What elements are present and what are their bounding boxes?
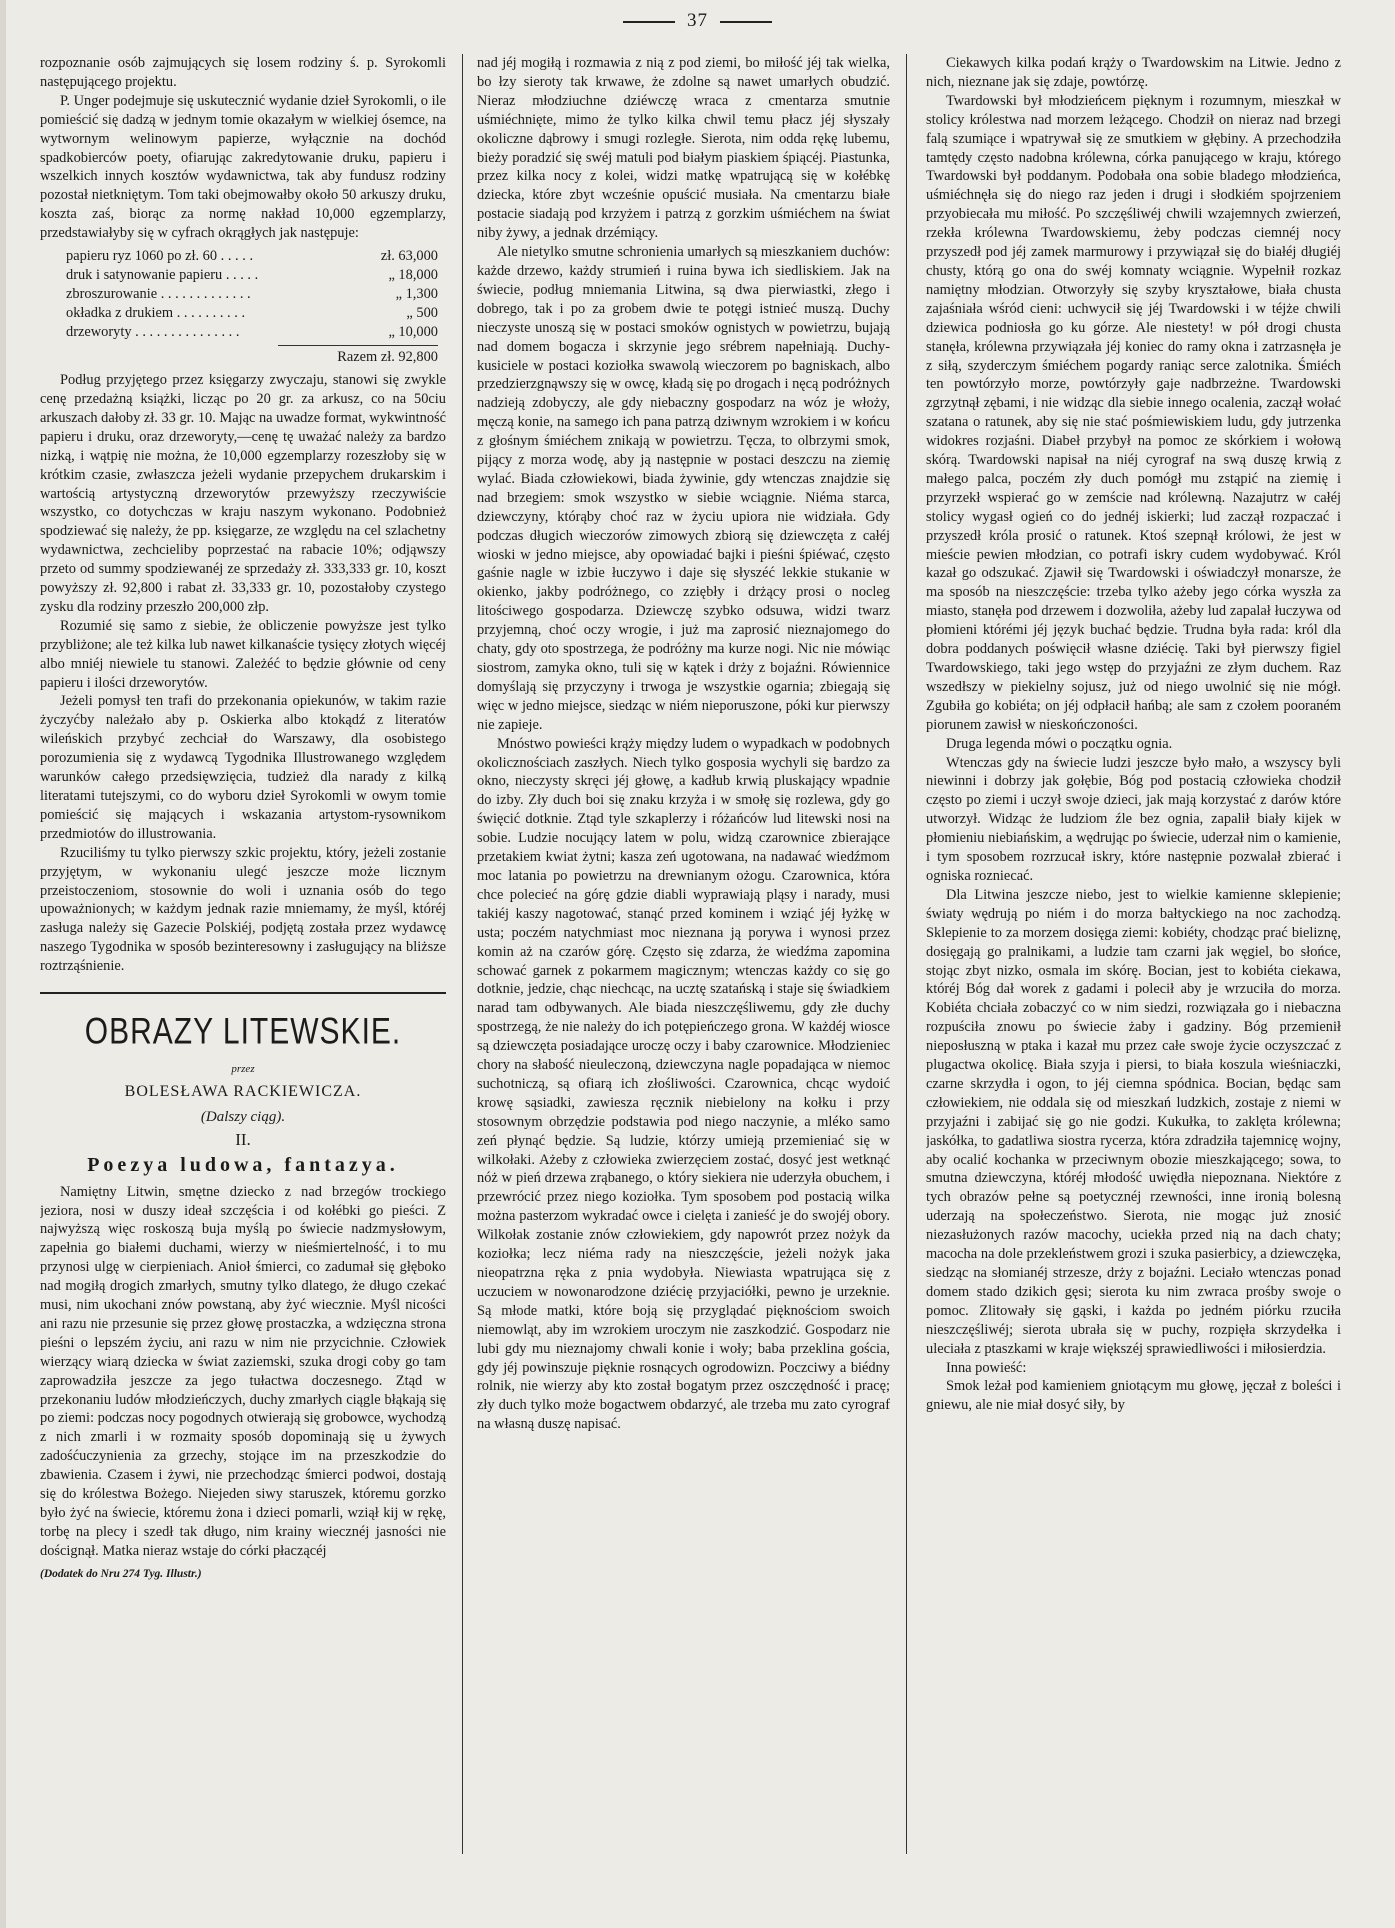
- page-number-text: 37: [687, 10, 708, 31]
- article-subtitle: Poezya ludowa, fantazya.: [87, 1153, 399, 1176]
- cost-row: [66, 323, 438, 342]
- dash-right: [720, 21, 772, 23]
- cost-label: okładka z drukiem . . . . . . . . . .: [66, 305, 246, 322]
- cost-row: [66, 247, 438, 266]
- cost-label: zbroszurowanie . . . . . . . . . . . . .: [66, 286, 251, 303]
- cost-value: „ 1,300: [395, 286, 438, 303]
- paragraph: rozpoznanie osób zajmujących się losem rodziny ś. p. Syrokomli następującego projektu.: [40, 55, 446, 90]
- column-3: [926, 54, 1341, 1864]
- paragraph: Ale nietylko smutne schronienia umarłych są mieszkaniem duchów: każde drzewo, każdy strumień i ruina bywa ich siedliskiem. Jak na świecie, podług mniemania Litwina, są dwa pierwiastki, złego i dobrego, tak i po za grobem dwie te potęgi istnieć muszą. Duchy nieczyste unoszą się w postaci smoków ognistych w powietrzu, bujają nad domem bogacza i skrzynie jego srébrem napełniają. Duchy-kusiciele w postaci koziołka swawolą wieczorem po bagniskach, albo przedzierzgnąwszy się w owcę, kładą się po drogach i nęcą podróżnych nadzieją zdobyczy, ale gdy niebaczny gospodarz na wóz je włoży, męczą konie, na samego ich pana patrzą dziwnym wzrokiem i w końcu z głośnym śmiéchem znikają w powietrzu. Tęcza, to olbrzymi smok, pijący z morza wodę, aby ją następnie w postaci deszczu na ziemię wylać. Biada człowiekowi, biada żywinie, gdy wtenczas znajdzie się nad brzegiem: smok wszystko w siebie wciągnie. Niéma starca, dziewczyny, którąby choć raz w życiu upiora nie widziała. Gdy podczas długich wieczorów zimowych zbiorą się dziewczęta z całéj wioski w jedno miejsce, aby opowiadać bajki i pieśni śpiéwać, często gaśnie nagle w izbie łuczywo i daje się słyszéć lekkie stukanie w okienko, jakby podróżnego, co zziębły i drżący prosi o nocleg litościwego gospodarza. Dziewczę szybko odsuwa, widzi twarz przyjemną, choć oczy wrogie, i już ma zaprosić nieznajomego do chaty, gdy oto spostrzega, że podróżny ma kurze nogi. Nic nie mówiąc siostrom, zamyka okno, tuli się w kątek i drży z bojaźni. Rówiennice domyślają się przyczyny i trwoga je wszystkie ogarnia; zbiegają się więc w jedno miejsce, siedząc w niém nieporuszone, póki kur pierwszy nie zapieje.: [477, 244, 890, 733]
- paragraph: Podług przyjętego przez księgarzy zwyczaju, stanowi się zwykle cenę przedażną książki, licząc po 20 gr. za arkusz, co na 50ciu arkuszach dałoby zł. 33 gr. 10. Mając na uwadze format, wykwintność papieru i druku, oraz drzeworyty,—cenę tę uważać należy za bardzo nizką, i wątpię nie można, że 10,000 egzemplarzy rozeszłoby się w krótkim czasie, zwłaszcza jeżeli wydanie przepychem drukarskim i wartością artystyczną drzeworytów przewyższy rzeczywiście wszystko, co dotychczas w kraju naszym wykonano. Podobnież spodziewać się należy, że pp. księgarze, ze względu na cel szlachetny wydawnictwa, zechcieliby poprzestać na rabacie 10%; odjąwszy przeto od summy spodziewanéj ze sprzedaży zł. 333,333 gr. 10, koszt powyższy zł. 92,800 i rabat zł. 33,333 gr. 10, pozostałoby czystego zysku dla rodziny przeszło 200,000 złp.: [40, 372, 446, 615]
- article-part-number: II.: [235, 1129, 251, 1149]
- paragraph: Twardowski był młodzieńcem pięknym i rozumnym, mieszkał w stolicy królestwa nad morzem leżącego. Chodził on nieraz nad brzegi falą szumiące i wpatrywał się ze smutkiem w głębiny. A przechodziła tamtędy często nadobna królewna, córka panującego w kraju, którego Twardowski był poddanym. Podobała ona sobie bladego młodzieńca, uśmiéchnęła się do niego raz jeden i drugi i słodkiém spojrzeniem przyobiecała mu miłość. Po szczęśliwéj chwili wzajemnych zwierzeń, rzekła królewna Twardowskiemu, żeby podczas ciemnéj nocy przyszedł pod jéj zamek marmurowy i przywiązał się do białéj długiéj chusty, którą go ona do swéj komnaty wciągnie. Wypełnił rozkaz namiętny młodzian. Otworzyły się szyby kryształowe, biała chusta zajaśniała wśród cieni: uchwycił się jéj Twardowski i w téjże chwili dziewica podniosła go ku górze. Ale niestety! w pół drogi chusta stanęła, królewna przywiązała jéj koniec do ramy okna i zatrzasnęła je z siłą, szyderczym śmiéchem pogardy raniąc serce zalotnika. Śmiéch ten powtórzyło morze, powtórzyły gaje nadbrzeżne. Twardowski zgrzytnął zębami, i nie widząc dla siebie innego ocalenia, zaczął wołać szatana o ratunek, aby się nie stać pośmiewiskiem ludu, gdy jutrzenka widokres rozjaśni. Diabeł przybył na pomoc ze skórkiem i wołową skórą. Twardowski napisał na niéj cyrograf na swą duszę krwią z małego palca, poczém zły duch pomógł mu zstąpić na ziemię i przyrzekł wspierać go w zemście nad królewną. Nazajutrz w całéj stolicy wygasł ogień co do jednéj iskierki; lud zaczął rozpaczać i przyszedł króla prosić o ratunek. Ktoś szepnął królowi, że jest w mieście pewien młodzian, co potrafi iskry cudem wydobywać. Król kazał go odszukać. Zjawił się Twardowski i oświadczył monarsze, że ma sposób na nieszczęście: trzeba tylko ażeby jego córka wyszła za miasto, stanęła pod drzewem i dozwoliła, ażeby lud zapalał łuczywa od płomieni którémi jéj język buchać będzie. Trudna była rada: król dla dobra poddanych poświęcił własne dziécię. Taki był pierwszy figiel Twardowskiego, taki jego wstęp do przyjaźni ze złym duchem. Raz wszedłszy w piekielny sojusz, już od niego uwolnić się nie mógł. Zgubiła go kobiéta; on jéj odpłacił hańbą; ale sam z czołem pooraném piorunem zawisł w nieskończoności.: [926, 92, 1341, 733]
- article-title: OBRAZY LITEWSKIE.: [84, 1010, 402, 1053]
- cost-label: papieru ryz 1060 po zł. 60 . . . . .: [66, 248, 254, 265]
- article-author: BOLESŁAWA RACKIEWICZA.: [124, 1082, 362, 1100]
- cost-row: [66, 304, 438, 323]
- paragraph: Smok leżał pod kamieniem gniotącym mu głowę, jęczał z boleści i gniewu, ale nie miał dosyć siły, by: [926, 1378, 1341, 1414]
- paragraph: Inna powieść:: [946, 1359, 1027, 1376]
- paragraph: Dla Litwina jeszcze niebo, jest to wielkie kamienne sklepienie; światy wędrują po niém i do morza bałtyckiego na noc zachodzą. Sklepienie to za morzem dosięga ziemi: kobiéty, chodząc prać bieliznę, dosięgają go pralnikami, a ludzie tam czarni jak węgiel, bo słońce, stojąc zbyt nizko, osmala im skórę. Bocian, jest to kobiéta ciekawa, któréj Bóg dał worek z gadami i polecił aby je wrzuciła do morza. Kobiéta chciała zobaczyć co w nim siedzi, rozwiązała go i niebaczna rozpuściła znowu po świecie żaby i gadziny. Bóg przemienił nieposłuszną w ptaka i kazał mu przez całe swoje życie oczyszczać z plugactwa okolicę. Biała szyja i piersi, to biała koszula wieśniaczki, czarne skrzydła i ogon, to jéj ciemna spódnica. Bocian, będąc sam człowiekiem, nie oddala się od mieszkań ludzkich, zostaje z niemi w przyjaźni i zabijać się go nie godzi. Kukułka, to zaklęta królewna; jaskółka, to gadatliwa siostra rycerza, która zdradziła tajemnicę wojny, aby ocalić kochanka w przeciwnym obozie mieszkającego; sowa, to smutna dziewczyna, któréj młodość uwiędła niepoznana. Niektóre z tych obrazów pełne są poetycznéj rzewności, inne ironią bolesną uderzają na społeczeństwo. Sierota, nie mogąc już znosić niezasłużonych razów macochy, uciekła przed nią na dach chaty; macocha na dole przekleństwem grozi i szuka pasierbicy, a dziewczęka, siedząc na słomianéj strzesze, drży z bojaźni. Leciało wtenczas ponad domem stado dzikich gęsi; sierota ku nim zwraca prośby swoje o pomoc. Zlitowały się gąski, i każda po jedném piórku rzuciła nieszczęśliwéj; sierota ubrała się w puchy, rozpięła skrzydełka i uleciała z ptaszkami w kraje większéj sprawiedliwości i miłosierdzia.: [926, 886, 1341, 1357]
- cost-row: [66, 266, 438, 285]
- paragraph: Mnóstwo powieści krąży między ludem o wypadkach w podobnych okolicznościach zaszłych. Niech tylko gosposia wychyli się bardzo za okno, nieczysty skręci jéj głowę, a kadłub krwią pluskający wpadnie do izby. Zły duch boi się znaku krzyża i w smołę się rozlewa, gdy go święcić dotknie. Ztąd tyle szkaplerzy i różańców lud litewski nosi na sobie. Ludzie nocujący latem w polu, widzą czarownice zbierające przetakiem kwiat żytni; kasza zeń ugotowana, na nadawać wiedźmom moc latania po powietrzu na drewnianym ożogu. Czarownica, która chce polecieć na górę gdzie diabli wyprawiają pląsy i narady, musi takiéj kaszy nagotować, stanąć przed kominem i wziąć jéj łyżkę w usta; poczém natychmiast moc nieznana ją porywa i wynosi przez komin aż na czarów górę. Często się zdarza, że wiedźma zapomina schować garnek z pokarmem magicznym; wtenczas każdy co się go dotknie, jedzie, chąc niechcąc, na ucztę szatańską i staje się świadkiem narad tam odbywanych. Ale biada nieszczęśliwemu, gdy złe duchy spostrzegą, że nie należy do ich potępieńczego grona. W każdéj wiosce są dziewczęta posiadające uroczę oczy i baby czarownice. Młodzieniec chory na słabość nieuleczoną, dziewczyna nagle popadająca w niemoc suchotniczą, są ofiarą ich złośliwości. Czarownica, chcąc wydoić krowę sąsiadki, zawiesza ręcznik niebielony na kołku i przy stosownym obrzędzie podstawia pod niego naczynie, a mléko samo zeń płynąć będzie. Są ludzie, którzy umieją przemieniać się w wilkołaki. Ażeby z człowieka zwierzęciem zostać, dosyć jest wetknąć nóż w pień drzewa zrąbanego, o który siekiera nie uderzyła obuchem, i przewrócić przez niego koziołka. Tym sposobem pod postacią wilka można pasterzom wykradać owce i cielęta i zanieść je do swojéj obory. Wilkołak zostanie znów człowiekiem, gdy napowrót przez nożyk da koziołka; lecz niéma rady na nieszczęście, jeżeli nożyk jaka nieopatrzna ręka z pnia wydobyła. Niewiasta wpatrująca się z uczuciem w nowonarodzone dziécię przyjaciółki, pewno je urzeknie. Są młode matki, które boją się przyglądać pięknościom swoich niemowląt, aby im wzrokiem uroczym nie zaszkodzić. Gospodarz nie lubi gdy mu nieznajomy chwali konie i woły; baba przeklina gościa, gdy jéj powinszuje pięknie rosnących ogrodowizn. Poczciwy a biédny rolnik, nie wierzy aby kto został bogatym przez oszczędność i pracę; zły duch tylko może bogactwem obdarzyć, ale trzeba mu zato cyrograf na własną duszę napisać.: [477, 735, 890, 1433]
- paragraph: Wtenczas gdy na świecie ludzi jeszcze było mało, a wszyscy byli niewinni i dobrzy jak gołębie, Bóg pod postacią człowieka chodził często po ziemi i uczył swoje dzieci, jak mają korzystać z darów które utworzył. Widząc że ludziom źle bez ognia, zapalił biały kijek w płomieniu niebiańskim, a wędrując po świecie, uderzał nim o kamienie, i tym sposobem rozrzucał iskry, które następnie pozwalał zbierać i ogniska rozniecać.: [926, 754, 1341, 884]
- article-byline-prefix: przez: [231, 1063, 255, 1076]
- column-rule-1: [462, 54, 463, 1854]
- cost-row: [66, 285, 438, 304]
- column-2: [477, 54, 890, 1842]
- paragraph: Rozumié się samo z siebie, że obliczenie powyższe jest tylko przybliżone; ale też kilka lub nawet kilkanaście tysięcy złotych więcéj albo mniéj niewiele tu stanowi. Zależéć to będzie głównie od ceny papieru i ilości drzeworytów.: [40, 617, 446, 691]
- supplement-note: (Dodatek do Nru 274 Tyg. Illustr.): [40, 1567, 202, 1580]
- page-number: [0, 10, 1395, 32]
- dash-left: [623, 21, 675, 23]
- paragraph: Namiętny Litwin, smętne dziecko z nad brzegów trockiego jeziora, nosi w duszy ideał szczęścia i od kołébki go pieści. Z najwyższą więc roskoszą buja myślą po świecie nadzmysłowym, zapełnia go białemi duchami, wierzy w nieśmiertelność, i to mu przynosi ulgę w cierpieniach. Anioł śmierci, co zadumał się głęboko nad mogiłą drogich zmarłych, smutny tylko dlatego, że długo czekać musi, nim ukochani znów powstaną, aby żyć wiecznie. Myśl nicości ani razu nie przesunie się przez głowę prostaczka, a wdzięczna strona pieśni o lepszém życiu, ani razu w nim nie przycichnie. Człowiek wierzący wiarą dziecka w świat zaziemski, szuka drogi coby go tam zaprowadziła jeszcze za jego tułactwa doczesnego. Ztąd w przekonaniu ludów młodzieńczych, duchy zmarłych ciągle błąkają się po ziemi: podczas nocy pogodnych otwierają się grobowce, wychodzą z nich zmarli i w rozmaity sposób dopominają się u żywych zadośćuczynienia za grzechy, stojące im na przeszkodzie do zbawienia. Czasem i żywi, nie przechodząc śmierci podwoi, dostają się do królestwa Bożego. Niejeden siwy staruszek, któremu gorzko było żyć na świecie, któremu żona i dzieci pomarli, wziął kij w rękę, torbę na plecy i szedł tak długo, nim krainy wiecznéj jasności nie doścignął. Matka nieraz wstaje do córki płaczącéj: [40, 1183, 446, 1559]
- cost-value: „ 500: [406, 305, 438, 322]
- cost-label: druk i satynowanie papieru . . . . .: [66, 267, 259, 284]
- cost-value: zł. 63,000: [380, 248, 438, 265]
- scan-edge: [0, 0, 6, 1928]
- section-divider: [40, 992, 446, 994]
- cost-table: [66, 247, 438, 367]
- paragraph: Jeżeli pomysł ten trafi do przekonania opiekunów, w takim razie życzyćby należało aby p. Oskierka albo ktokądź z literatów wileńskich przybyć zechciał do Warszawy, dla osobistego porozumienia się z wydawcą Tygodnika Illustrowanego względem warunków całego przedsięwzięcia, tudzież dla narady z kilką literatami tutejszymi, co do wyboru dzieł Syrokomli w owym tomie pomieścić się mających i wskazania artystom-rysownikom przedmiotów do illustrowania.: [40, 693, 446, 842]
- paragraph: P. Unger podejmuje się uskutecznić wydanie dzieł Syrokomli, o ile pomieścić się dadzą w jednym tomie okazałym w wielkiej ósemce, na wytwornym welinowym papierze, wyłącznie na dochód spadkobierców poety, ofiarując zakredytowanie druku, papieru i wszelkich innych kosztów wydawnictwa, tak aby fundusz rodziny pozostał nietkniętym. Tom taki obejmowałby około 50 arkuszy druku, koszta zaś, biorąc za normę nakład 10,000 egzemplarzy, przedstawiałyby się w cyfrach okrągłych jak następuje:: [40, 92, 446, 242]
- article-continuation: (Dalszy ciąg).: [200, 1108, 286, 1125]
- cost-total: Razem zł. 92,800: [278, 345, 438, 367]
- paragraph: Ciekawych kilka podań krąży o Twardowskim na Litwie. Jedno z nich, nieznane jak się zdaje, powtórzę.: [926, 55, 1341, 90]
- cost-value: „ 18,000: [388, 267, 438, 284]
- column-1: [40, 54, 446, 1882]
- cost-label: drzeworyty . . . . . . . . . . . . . . .: [66, 324, 240, 341]
- paragraph: nad jéj mogiłą i rozmawia z nią z pod ziemi, bo miłość jéj tak wielka, bo łzy sieroty tak krwawe, że zdolne są nawet umarłych obudzić. Nieraz młodziuchne dziéwczę wraca z cmentarza smutnie uśmiéchnięte, mimo że tylko kilka chwil temu płacz jéj słyszały okoliczne dąbrowy i smugi rozległe. Sierota, nim odda rękę lubemu, bieży poradzić się swéj matuli pod białym piaskiem śpiącéj. Piastunka, przez kilka nocy z kolei, widzi matkę wpatrującą się w kołébkę dziecka, które zbyt wcześnie opuścić musiała. Na cmentarzu białe postacie siadają pod krzyżem i patrzą z gorzkim uśmiéchem na świat niby żywy, a jednak drzémiący.: [477, 55, 890, 242]
- column-rule-2: [906, 54, 907, 1854]
- paragraph: Druga legenda mówi o początku ognia.: [946, 735, 1173, 752]
- cost-value: „ 10,000: [388, 324, 438, 341]
- paragraph: Rzuciliśmy tu tylko pierwszy szkic projektu, który, jeżeli zostanie przyjętym, w wykonaniu ulegć jeszcze może licznym przeistoczeniom, stosownie do woli i uznania osób do tego upoważnionych; w każdym jednak razie mniemamy, że myśl, któréj zasługa należy się Gazecie Polskiéj, podjętą została przez wydawcę naszego Tygodnika w sposób bezinteresowny i zasługujący na bliższe roztrząśnienie.: [40, 844, 446, 975]
